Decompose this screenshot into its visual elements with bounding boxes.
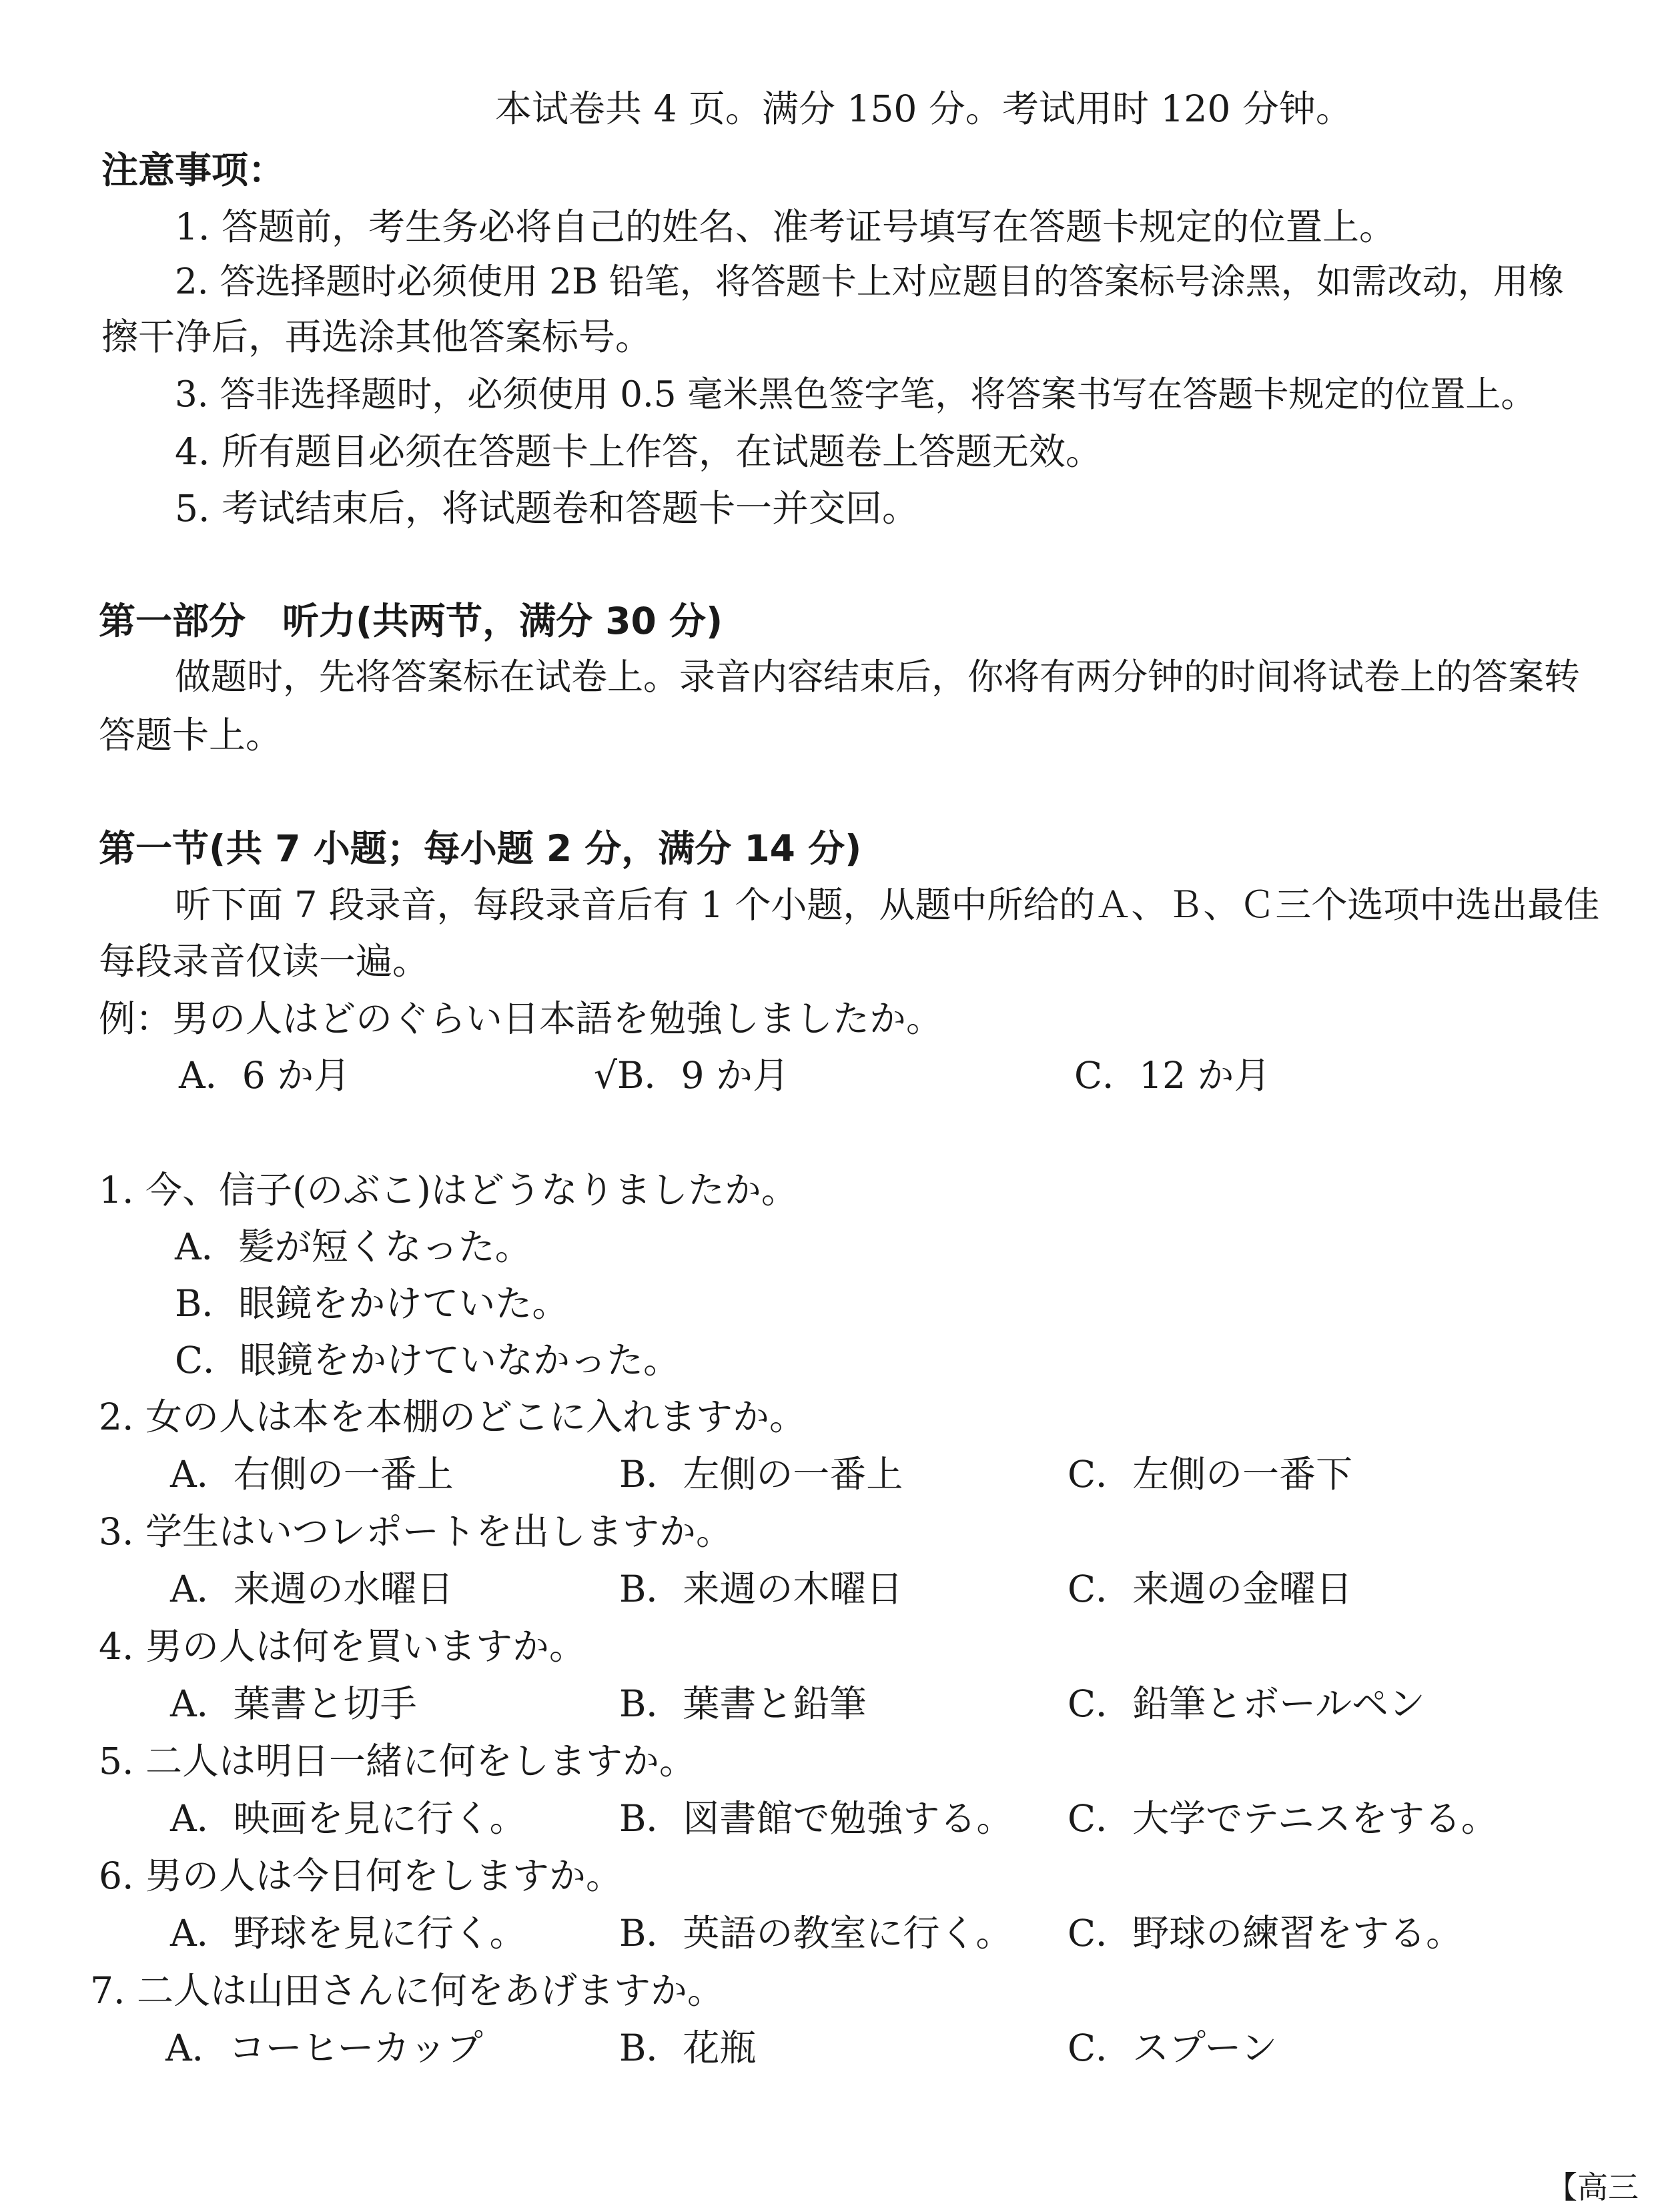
q5-option-b: B．図書館で勉強する。 (619, 1797, 1013, 1840)
q4-option-a: A．葉書と切手 (170, 1682, 417, 1725)
question-6: 6. 男の人は今日何をしますか。 (99, 1854, 623, 1897)
notes-title: 注意事项： (101, 149, 286, 191)
note-item-1: 1. 答题前，考生务必将自己的姓名、准考证号填写在答题卡规定的位置上。 (175, 205, 1396, 248)
q5-option-a: A．映画を見に行く。 (170, 1797, 526, 1840)
page-footer-grade: 【高三 (1547, 2169, 1639, 2205)
q2-option-c: C．左側の一番下 (1068, 1453, 1353, 1496)
q4-option-c: C．鉛筆とボールペン (1068, 1682, 1425, 1725)
section1-title: 第一节(共 7 小题；每小题 2 分，满分 14 分) (99, 827, 862, 870)
example-option-a: A．6 か月 (179, 1054, 351, 1097)
q7-option-c: C．スプーン (1068, 2027, 1278, 2069)
q3-option-b: B．来週の木曜日 (619, 1568, 903, 1610)
q1-option-a: A．髪が短くなった。 (175, 1225, 532, 1268)
example-question: 例：男の人はどのぐらい日本語を勉強しましたか。 (99, 997, 943, 1040)
question-2: 2. 女の人は本を本棚のどこに入れますか。 (99, 1396, 806, 1438)
note-item-3: 3. 答非选择题时，必须使用 0.5 毫米黑色签字笔，将答案书写在答题卡规定的位置上。 (175, 374, 1537, 415)
question-3: 3. 学生はいつレポートを出しますか。 (99, 1510, 733, 1553)
note-item-2: 2. 答选择题时必须使用 2B 铅笔，将答题卡上对应题目的答案标号涂黑，如需改动，用橡 (175, 261, 1564, 302)
example-option-b-correct: √B．9 か月 (594, 1054, 789, 1097)
q1-option-b: B．眼鏡をかけていた。 (175, 1282, 569, 1325)
section1-instruction-2: 每段录音仅读一遍。 (99, 940, 430, 983)
part1-title: 第一部分 听力(共两节，满分 30 分) (99, 600, 723, 642)
exam-header: 本试卷共 4 页。满分 150 分。考试用时 120 分钟。 (495, 87, 1352, 130)
section1-instruction-1: 听下面 7 段录音，每段录音后有 1 个小题，从题中所给的Ａ、Ｂ、Ｃ三个选项中选出最佳 (175, 884, 1600, 926)
q7-option-b: B．花瓶 (619, 2027, 757, 2069)
part1-instruction-2: 答题卡上。 (99, 714, 283, 756)
q2-option-a: A．右側の一番上 (170, 1453, 454, 1496)
q6-option-c: C．野球の練習をする。 (1068, 1912, 1463, 1955)
q5-option-c: C．大学でテニスをする。 (1068, 1797, 1498, 1840)
example-option-c: C．12 か月 (1074, 1054, 1271, 1097)
question-5: 5. 二人は明日一緒に何をしますか。 (99, 1740, 696, 1782)
question-7: 7. 二人は山田さんに何をあげますか。 (90, 1969, 724, 2012)
question-4: 4. 男の人は何を買いますか。 (99, 1625, 586, 1668)
note-item-2-cont: 擦干净后，再选涂其他答案标号。 (101, 316, 653, 358)
q3-option-c: C．来週の金曜日 (1068, 1568, 1353, 1610)
q2-option-b: B．左側の一番上 (619, 1453, 903, 1496)
q7-option-a: A．コーヒーカップ (165, 2027, 483, 2069)
q3-option-a: A．来週の水曜日 (170, 1568, 454, 1610)
note-item-5: 5. 考试结束后，将试题卷和答题卡一并交回。 (175, 487, 919, 530)
note-item-4: 4. 所有题目必须在答题卡上作答，在试题卷上答题无效。 (175, 430, 1102, 473)
part1-instruction-1: 做题时，先将答案标在试卷上。录音内容结束后，你将有两分钟的时间将试卷上的答案转 (175, 656, 1580, 698)
q4-option-b: B．葉書と鉛筆 (619, 1682, 867, 1725)
q1-option-c: C．眼鏡をかけていなかった。 (175, 1339, 681, 1381)
q6-option-a: A．野球を見に行く。 (170, 1912, 526, 1955)
question-1: 1. 今、信子(のぶこ)はどうなりましたか。 (99, 1169, 798, 1211)
q6-option-b: B．英語の教室に行く。 (619, 1912, 1013, 1955)
